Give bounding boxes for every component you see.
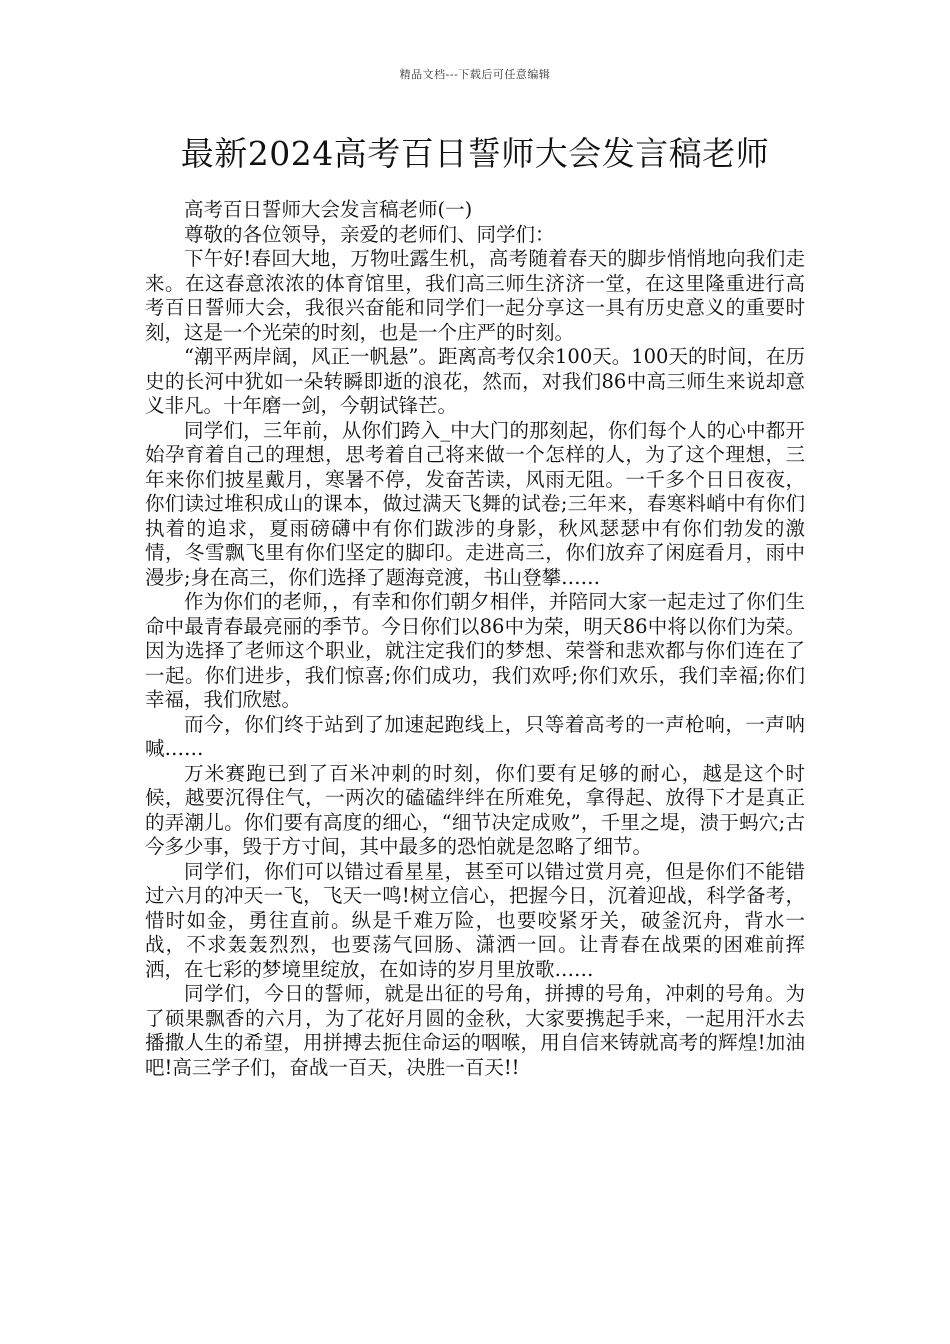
header-note: 精品文档---下载后可任意编辑 [399, 68, 551, 81]
paragraph: “潮平两岸阔，风正一帆悬”。距离高考仅余100天。100天的时间，在历史的长河中犹如一朵转瞬即逝的浪花，然而，对我们86中高三师生来说却意义非凡。十年磨一剑，今朝试锋芒。 [145, 345, 805, 417]
paragraph: 作为你们的老师，，有幸和你们朝夕相伴，并陪同大家一起走过了你们生命中最青春最亮丽的季节。今日你们以86中为荣，明天86中将以你们为荣。因为选择了老师这个职业，就注定我们的梦想、荣誉和悲欢都与你们连在了一起。你们进步，我们惊喜;你们成功，我们欢呼;你们欢乐，我们幸福;你们幸福，我们欣慰。 [145, 590, 805, 711]
paragraph: 下午好!春回大地，万物吐露生机，高考随着春天的脚步悄悄地向我们走来。在这春意浓浓的体育馆里，我们高三师生济济一堂，在这里隆重进行高考百日誓师大会，我很兴奋能和同学们一起分享这一具有历史意义的重要时刻，这是一个光荣的时刻，也是一个庄严的时刻。 [145, 247, 805, 344]
document-body [145, 198, 805, 1080]
paragraph: 同学们，今日的誓师，就是出征的号角，拼搏的号角，冲刺的号角。为了硕果飘香的六月，为了花好月圆的金秋，大家要携起手来，一起用汗水去播撒人生的希望，用拼搏去扼住命运的咽喉，用自信来铸就高考的辉煌!加油吧!高三学子们，奋战一百天，决胜一百天!! [145, 982, 805, 1079]
paragraph: 同学们，你们可以错过看星星，甚至可以错过赏月亮，但是你们不能错过六月的冲天一飞，飞天一鸣!树立信心，把握今日，沉着迎战，科学备考，惜时如金，勇往直前。纵是千难万险，也要咬紧牙关，破釜沉舟，背水一战，不求轰轰烈烈，也要荡气回肠、潇洒一回。让青春在战栗的困难前挥洒，在七彩的梦境里绽放，在如诗的岁月里放歌…… [145, 859, 805, 981]
paragraph: 万米赛跑已到了百米冲刺的时刻，你们要有足够的耐心，越是这个时候，越要沉得住气，一两次的磕磕绊绊在所难免，拿得起、放得下才是真正的弄潮儿。你们要有高度的细心，“细节决定成败”，千里之堤，溃于蚂穴;古今多少事，毁于方寸间，其中最多的恐怕就是忽略了细节。 [145, 761, 805, 858]
document-title: 最新2024高考百日誓师大会发言稿老师 [180, 134, 770, 173]
paragraph-subtitle: 高考百日誓师大会发言稿老师(一) [184, 198, 473, 221]
paragraph: 同学们，三年前，从你们跨入_中大门的那刻起，你们每个人的心中都开始孕育着自己的理想，思考着自己将来做一个怎样的人，为了这个理想，三年来你们披星戴月，寒暑不停，发奋苦读，风雨无阻。一千多个日日夜夜，你们读过堆积成山的课本，做过满天飞舞的试卷;三年来，春寒料峭中有你们执着的追求，夏雨磅礴中有你们跋涉的身影，秋风瑟瑟中有你们勃发的激情，冬雪飘飞里有你们坚定的脚印。走进高三，你们放弃了闲庭看月，雨中漫步;身在高三，你们选择了题海竞渡，书山登攀…… [145, 418, 805, 589]
paragraph: 而今，你们终于站到了加速起跑线上，只等着高考的一声枪响，一声呐喊…… [145, 712, 805, 760]
paragraph-salutation: 尊敬的各位领导，亲爱的老师们、同学们： [184, 222, 555, 246]
